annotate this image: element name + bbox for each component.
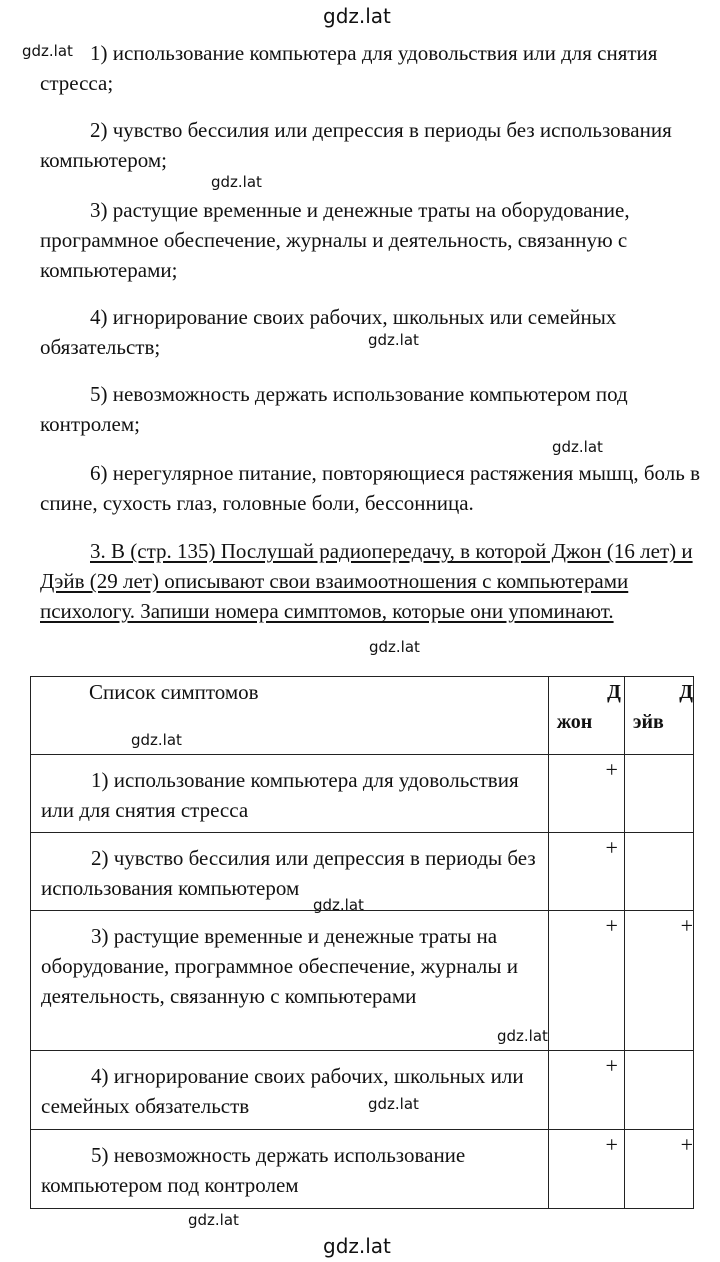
header-dave-cell	[624, 677, 693, 755]
symptom-cell	[31, 833, 549, 914]
header-symptoms-label: Список симптомов	[89, 680, 259, 704]
symptom-paragraph-1: 1) использование компьютера для удовольствия или для снятия стресса;	[40, 41, 658, 95]
watermark: gdz.lat	[368, 331, 419, 349]
symptom-paragraph-5: 5) невозможность держать использование компьютером под контролем;	[40, 382, 628, 436]
john-cell	[548, 755, 624, 833]
dave-cell	[624, 911, 693, 1051]
watermark: gdz.lat	[497, 1027, 548, 1045]
symptom-paragraph-3: 3) растущие временные и денежные траты на оборудование, программное обеспечение, журналы и деятельность, связанную с компьютерами;	[40, 198, 630, 282]
john-cell	[548, 1130, 624, 1209]
symptom-cell	[31, 1051, 549, 1130]
symptom-paragraph-2: 2) чувство бессилия или депрессия в периоды без использования компьютером;	[40, 118, 672, 172]
watermark: gdz.lat	[22, 42, 73, 60]
header-john-top: Д	[607, 681, 621, 703]
dave-cell	[624, 1130, 693, 1209]
john-cell	[548, 911, 624, 1051]
john-mark: +	[605, 913, 618, 938]
symptom-paragraph-4: 4) игнорирование своих рабочих, школьных или семейных обязательств;	[40, 305, 617, 359]
watermark-top: gdz.lat	[323, 4, 391, 28]
table-row	[31, 755, 694, 833]
header-symptoms-cell	[31, 677, 549, 755]
symptom-cell	[31, 755, 549, 833]
symptom-text: 1) использование компьютера для удовольствия или для снятия стресса	[41, 768, 519, 822]
task-instruction: 3. В (стр. 135) Послушай радиопередачу, в которой Джон (16 лет) и Дэйв (29 лет) описывают свои взаимоотношения с компьютерами психологу. Запиши номера симптомов, которые они упоминают.	[40, 539, 693, 623]
symptom-cell	[31, 911, 549, 1051]
watermark: gdz.lat	[211, 173, 262, 191]
symptom-text: 3) растущие временные и денежные траты на оборудование, программное обеспечение, журналы и деятельность, связанную с компьютерами	[41, 924, 518, 1008]
john-cell	[548, 1051, 624, 1130]
watermark-bottom: gdz.lat	[323, 1234, 391, 1258]
table-row	[31, 1130, 694, 1209]
symptom-text: 5) невозможность держать использование компьютером под контролем	[41, 1143, 466, 1197]
watermark: gdz.lat	[552, 438, 603, 456]
dave-cell	[624, 833, 693, 911]
dave-mark: +	[680, 913, 693, 938]
header-john-cell	[548, 677, 624, 755]
dave-cell	[624, 755, 693, 833]
symptoms-table	[30, 676, 694, 1209]
watermark: gdz.lat	[313, 896, 364, 914]
table-row	[31, 911, 694, 1051]
symptom-paragraph-6: 6) нерегулярное питание, повторяющиеся растяжения мышц, боль в спине, сухость глаз, головные боли, бессонница.	[40, 461, 700, 515]
john-mark: +	[605, 1132, 618, 1157]
table-header-row	[31, 677, 694, 755]
john-mark: +	[605, 757, 618, 782]
watermark: gdz.lat	[188, 1211, 239, 1229]
dave-cell	[624, 1051, 693, 1130]
watermark: gdz.lat	[131, 731, 182, 749]
header-dave-bottom: эйв	[632, 711, 664, 733]
table-row	[31, 1051, 694, 1130]
header-dave-top: Д	[679, 681, 693, 703]
john-cell	[548, 833, 624, 911]
symptom-text: 2) чувство бессилия или депрессия в периоды без использования компьютером	[41, 846, 536, 900]
watermark: gdz.lat	[369, 638, 420, 656]
symptom-text: 4) игнорирование своих рабочих, школьных или семейных обязательств	[41, 1064, 524, 1118]
header-john-bottom: жон	[556, 711, 593, 733]
symptom-cell	[31, 1130, 549, 1209]
table-row	[31, 833, 694, 911]
john-mark: +	[605, 835, 618, 860]
watermark: gdz.lat	[368, 1095, 419, 1113]
dave-mark: +	[680, 1132, 693, 1157]
john-mark: +	[605, 1053, 618, 1078]
